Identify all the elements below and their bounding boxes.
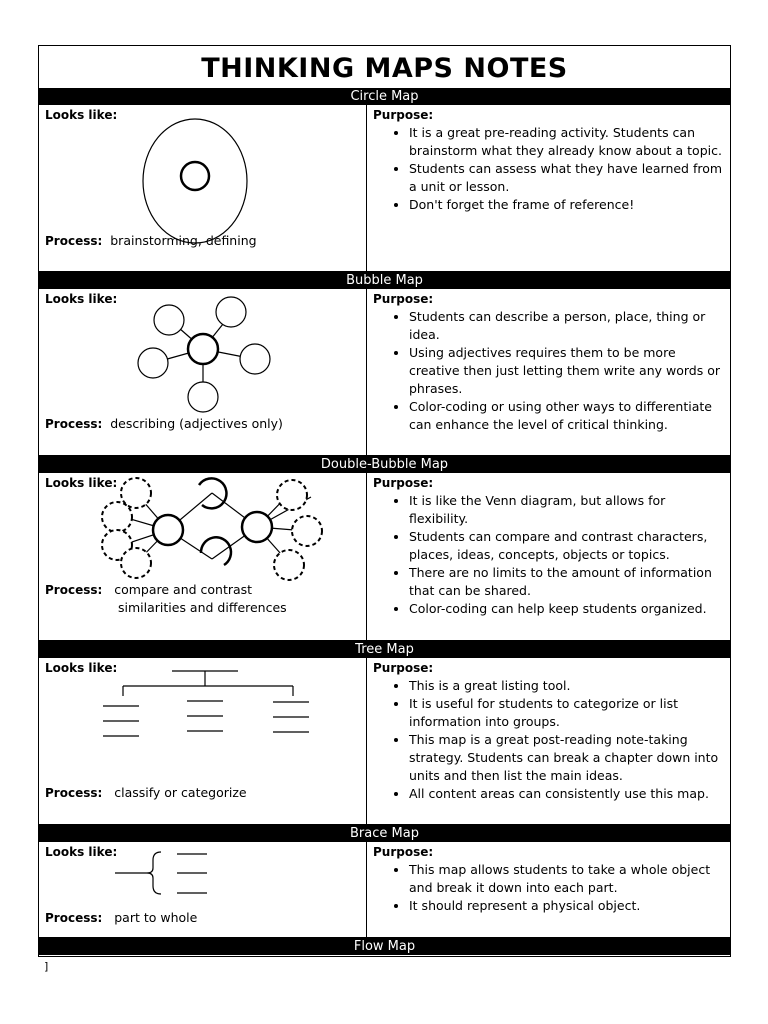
looks-like-label: Looks like: — [45, 108, 118, 122]
section-brace-map — [39, 842, 730, 938]
purpose-list — [373, 677, 724, 803]
looks-like-label: Looks like: — [45, 476, 118, 490]
list-item: • Color-coding can help keep students organized. — [409, 600, 724, 618]
list-item: • It is useful for students to categorize or list information into groups. — [409, 695, 724, 731]
list-item: • This is a great listing tool. — [409, 677, 724, 695]
list-item: • It is like the Venn diagram, but allows for flexibility. — [409, 492, 724, 528]
footer-mark: ] — [44, 960, 49, 973]
looks-like-label: Looks like: — [45, 845, 118, 859]
list-item: • Students can compare and contrast characters, places, ideas, concepts, objects or topics. — [409, 528, 724, 564]
list-item: • This map allows students to take a whole object and break it down into each part. — [409, 861, 724, 897]
section-header-bubble-map: Bubble Map — [39, 272, 730, 289]
section-header-flow-map: Flow Map — [39, 938, 730, 955]
list-item: • Color-coding or using other ways to differentiate can enhance the level of critical thinking. — [409, 398, 724, 434]
purpose-list — [373, 861, 724, 915]
list-item: • All content areas can consistently use this map. — [409, 785, 724, 803]
purpose-label: Purpose: — [373, 845, 434, 859]
process-tree-map: Process: classify or categorize — [45, 785, 247, 800]
section-double-bubble-map — [39, 473, 730, 641]
looks-like-label: Looks like: — [45, 661, 118, 675]
section-header-double-bubble-map: Double-Bubble Map — [39, 456, 730, 473]
double-bubble-map-diagram — [39, 473, 367, 641]
page-title: THINKING MAPS NOTES — [201, 53, 568, 84]
list-item: • It should represent a physical object. — [409, 897, 724, 915]
section-circle-map — [39, 105, 730, 272]
list-item: • There are no limits to the amount of information that can be shared. — [409, 564, 724, 600]
looks-like-label: Looks like: — [45, 292, 118, 306]
list-item: • It is a great pre-reading activity. Students can brainstorm what they already know about a topic. — [409, 124, 724, 160]
process-double-bubble-map-line2: similarities and differences — [118, 600, 287, 615]
list-item: • Don't forget the frame of reference! — [409, 196, 724, 214]
process-brace-map: Process: part to whole — [45, 910, 198, 925]
purpose-label: Purpose: — [373, 661, 434, 675]
list-item: • This map is a great post-reading note-taking strategy. Students can break a chapter down into units and then list the main ideas. — [409, 731, 724, 785]
section-bubble-map — [39, 289, 730, 456]
purpose-list — [373, 308, 724, 434]
section-tree-map — [39, 658, 730, 825]
purpose-label: Purpose: — [373, 476, 434, 490]
process-circle-map: Process: brainstorming, defining — [45, 233, 257, 248]
list-item: • Using adjectives requires them to be more creative then just letting them write any words or phrases. — [409, 344, 724, 398]
section-header-brace-map: Brace Map — [39, 825, 730, 842]
process-double-bubble-map: Process: compare and contrast — [45, 582, 253, 597]
purpose-list — [373, 124, 724, 214]
list-item: • Students can describe a person, place, thing or idea. — [409, 308, 724, 344]
list-item: • Students can assess what they have learned from a unit or lesson. — [409, 160, 724, 196]
purpose-list — [373, 492, 724, 618]
purpose-label: Purpose: — [373, 292, 434, 306]
purpose-cell — [367, 105, 730, 271]
purpose-label: Purpose: — [373, 108, 434, 122]
process-bubble-map: Process: describing (adjectives only) — [45, 416, 283, 431]
section-header-tree-map: Tree Map — [39, 641, 730, 658]
section-header-circle-map: Circle Map — [39, 88, 730, 105]
looks-like-cell — [39, 105, 367, 271]
notes-sheet — [38, 45, 731, 957]
